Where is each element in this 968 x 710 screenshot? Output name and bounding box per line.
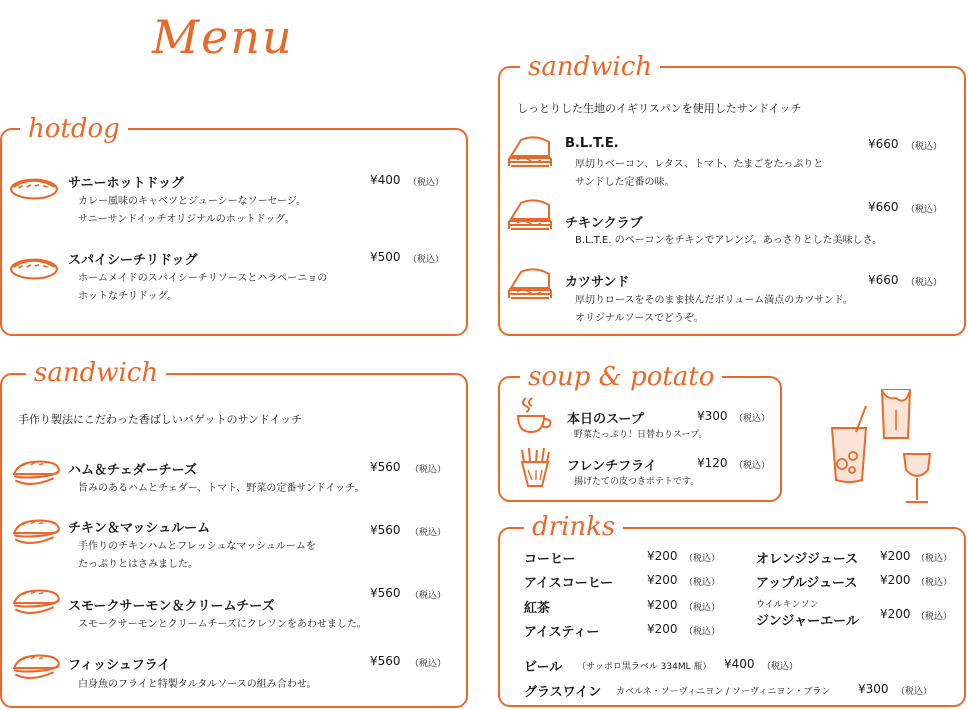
drink-price: ¥400 [724,657,755,671]
tax-label: （税込） [410,465,447,475]
tax-label: （税込） [906,278,943,288]
sandwich-item-price: ¥560 [370,523,401,537]
sandwich-baguette-title: sandwich [26,358,166,388]
drinks-title: drinks [524,512,623,542]
tax-label: （税込） [410,591,447,601]
baguette-sandwich-icon [10,584,62,620]
tax-label: （税込） [762,662,799,672]
tax-label: （税込） [916,554,953,564]
sandwich-item-name: ハム＆チェダーチーズ [68,463,197,478]
sandwich-item-name: B.L.T.E. [565,136,619,151]
drink-note: （サッポロ黒ラベル 334ML 瓶） [577,662,712,672]
drink-price: ¥200 [647,573,678,587]
drink-brand-note: ウイルキンソン [756,600,819,610]
sandwich-item-name: カツサンド [565,275,630,290]
tax-label: （税込） [684,603,721,613]
tax-label: （税込） [410,659,447,669]
hotdog-icon [8,172,60,204]
drink-price: ¥200 [880,573,911,587]
hotdog-title: hotdog [20,114,128,144]
sandwich-item-name: チキン＆マッシュルーム [68,521,211,536]
sandwich-item-desc: サンドした定番の味。 [575,177,675,188]
tax-label: （税込） [410,528,447,538]
sandwich-item-desc: 厚切りベーコン、レタス、トマト、たまごをたっぷりと [575,159,824,170]
hotdog-item-name: スパイシーチリドッグ [68,253,198,268]
drink-name: コーヒー [524,552,576,567]
hotdog-item-desc: ホームメイドのスパイシーチリソースとハラペーニョの [78,273,328,284]
tax-label: （税込） [734,461,771,471]
drink-price: ¥200 [647,598,678,612]
sandwich-item-price: ¥660 [868,273,899,287]
drink-name: アイスコーヒー [524,576,614,591]
drink-price: ¥200 [647,549,678,563]
tax-label: （税込） [916,578,953,588]
hotdog-item-price: ¥500 [370,250,401,264]
fries-item-desc: 揚げたての皮つきポテトです。 [574,477,700,487]
sandwich-item-desc: スモークサーモンとクリームチーズにクレソンをあわせました。 [78,619,367,630]
sandwich-item-price: ¥560 [370,654,401,668]
soup-item-name: 本日のスープ [567,412,644,427]
sandwich-item-name: チキンクラブ [565,216,643,231]
sandwich-item-desc: 旨みのあるハムとチェダー、トマト、野菜の定番サンドイッチ。 [78,483,365,494]
sandwich-item-desc: たっぷりとはさみました。 [78,559,198,570]
hotdog-item-desc: カレー風味のキャベツとジューシーなソーセージ。 [78,196,306,207]
soup-item-price: ¥300 [697,409,728,423]
hotdog-item-name: サニーホットドッグ [68,176,184,191]
menu-title: Menu [152,10,294,64]
baguette-sandwich-icon [10,649,62,685]
sandwich-item-desc: B.L.T.E. のベーコンをチキンでアレンジ。あっさりとした美味しさ。 [575,235,883,246]
sandwich-item-name: スモークサーモン＆クリームチーズ [68,599,275,614]
sandwich-item-price: ¥660 [868,200,899,214]
sandwich-item-desc: 手作りのチキンハムとフレッシュなマッシュルームを [78,541,316,552]
tax-label: （税込） [916,612,953,622]
sandwich-baguette-intro: 手作り製法にこだわった香ばしいバゲットのサンドイッチ [18,413,303,426]
drinks-illustration-icon [826,384,962,510]
sandwich-item-desc: 厚切りロースをそのまま挟んだボリューム満点のカツサンド。 [575,295,853,306]
sandwich-item-price: ¥660 [868,137,899,151]
drink-name: ジンジャーエール [756,614,859,629]
drink-price: ¥200 [880,607,911,621]
tax-label: （税込） [684,578,721,588]
baguette-sandwich-icon [10,455,62,491]
drink-note: カベルネ・ソーヴィニヨン / ソーヴィニヨン・ブラン [616,687,831,697]
tax-label: （税込） [408,178,445,188]
fries-item-price: ¥120 [697,456,728,470]
sandwich-item-price: ¥560 [370,460,401,474]
hotdog-item-desc: サニーサンドイッチオリジナルのホットドッグ。 [78,214,295,225]
drink-name: アイスティー [524,625,600,640]
hotdog-icon [8,252,60,284]
fries-item-name: フレンチフライ [567,459,657,474]
hotdog-item-desc: ホットなチリドッグ。 [78,291,178,302]
tax-label: （税込） [684,554,721,564]
hotdog-panel [0,128,468,336]
hotdog-item-price: ¥400 [370,173,401,187]
tax-label: （税込） [734,414,771,424]
tax-label: （税込） [408,255,445,265]
drink-name: アップルジュース [756,576,858,591]
drink-name: 紅茶 [524,601,551,616]
sandwich-bread-title: sandwich [520,52,660,82]
tax-label: （税込） [906,205,943,215]
soup-potato-title: soup & potato [520,362,722,392]
sandwich-item-desc: 白身魚のフライと特製タルタルソースの組み合わせ。 [78,679,317,690]
sandwich-item-desc: オリジナルソースでどうぞ。 [575,313,704,324]
sandwich-icon [504,264,556,304]
soup-icon [514,394,554,436]
drink-price: ¥200 [880,549,911,563]
drink-price: ¥200 [647,622,678,636]
sandwich-bread-intro: しっとりした生地のイギリスパンを使用したサンドイッチ [517,102,802,115]
soup-item-desc: 野菜たっぷり！日替わりスープ。 [574,430,708,440]
tax-label: （税込） [896,687,933,697]
sandwich-icon [504,132,556,172]
drink-price: ¥300 [858,682,889,696]
drink-name: オレンジジュース [756,552,859,567]
sandwich-icon [504,195,556,235]
tax-label: （税込） [906,142,943,152]
drink-name: ビール [524,660,563,675]
drink-name: グラスワイン [524,685,602,700]
sandwich-item-price: ¥560 [370,586,401,600]
sandwich-item-name: フィッシュフライ [68,658,171,673]
tax-label: （税込） [684,627,721,637]
baguette-sandwich-icon [10,514,62,550]
fries-icon [514,446,554,488]
